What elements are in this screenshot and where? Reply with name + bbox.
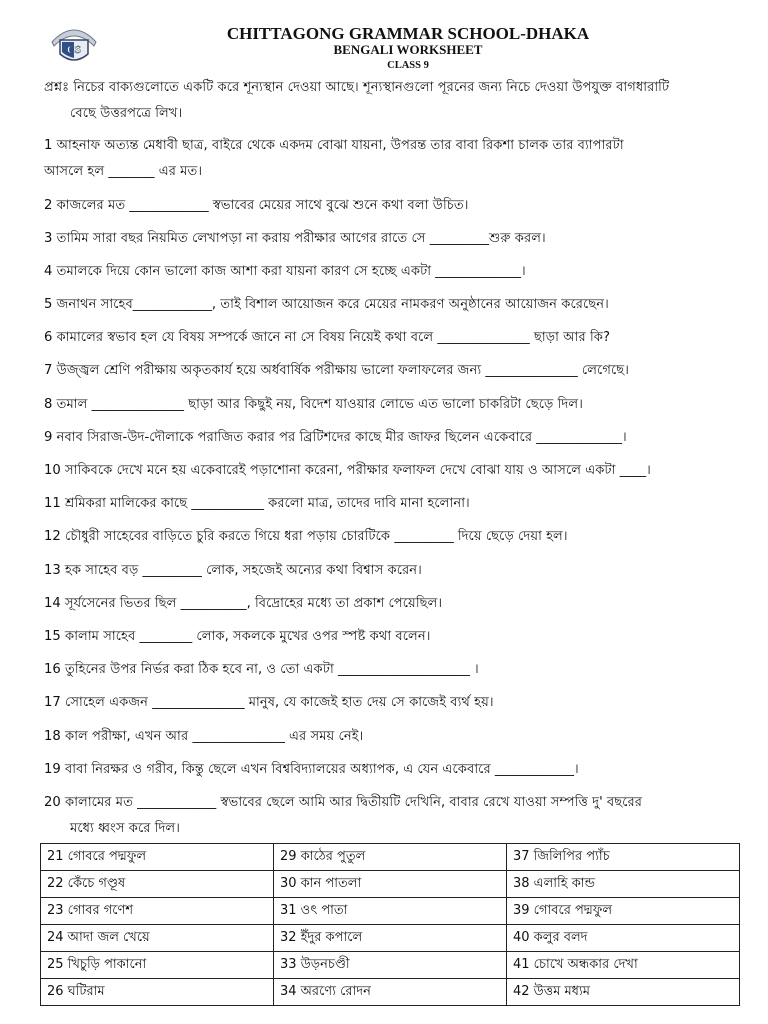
table-row bbox=[41, 952, 740, 979]
question-2: 2 কাজলের মত ____________ স্বভাবের মেয়ের সাথে বুঝে শুনে কথা বলা উচিত। bbox=[44, 198, 469, 213]
question-16: 16 তুহিনের উপর নির্ভর করা ঠিক হবে না, ও তো একটা ____________________ । bbox=[44, 662, 479, 677]
table-row bbox=[41, 898, 740, 925]
word-bank-cell: 32 ইঁদুর কপালে bbox=[274, 925, 507, 952]
table-row bbox=[41, 925, 740, 952]
question-10: 10 সাকিবকে দেখে মনে হয় একেবারেই পড়াশোনা করেনা, পরীক্ষার ফলাফল দেখে বোঝা যায় ও আসলে একটা ____। bbox=[44, 463, 651, 478]
question-1: 1 আহনাফ অত্যন্ত মেধাবী ছাত্র, বাইরে থেকে একদম বোঝা যায়না, উপরন্ত তার বাবা রিকশা চালক তার ব্যাপারটা bbox=[44, 138, 624, 153]
word-bank-cell: 40 কলুর বলদ bbox=[507, 925, 740, 952]
word-bank-cell: 21 গোবরে পদ্মফুল bbox=[41, 844, 274, 871]
table-row bbox=[41, 979, 740, 1006]
table-row bbox=[41, 871, 740, 898]
question-13: 13 হক সাহেব বড় _________ লোক, সহজেই অন্যের কথা বিশ্বাস করেন। bbox=[44, 563, 422, 578]
word-bank-cell: 37 জিলিপির প্যাঁচ bbox=[507, 844, 740, 871]
question-7: 7 উজ্জ্বল শ্রেণি পরীক্ষায় অকৃতকার্য হয়ে অর্ধবার্ষিক পরীক্ষায় ভালো ফলাফলের জন্য ______________ লেগেছে। bbox=[44, 363, 629, 378]
question-4: 4 তমালকে দিয়ে কোন ভালো কাজ আশা করা যায়না কারণ সে হচ্ছে একটা _____________। bbox=[44, 264, 526, 279]
question-9: 9 নবাব সিরাজ-উদ-দৌলাকে পরাজিত করার পর ব্রিটিশদের কাছে মীর জাফর ছিলেন একেবারে _____________। bbox=[44, 430, 627, 445]
idiom-word-bank-table bbox=[40, 843, 740, 1006]
word-bank-cell: 42 উত্তম মধ্যম bbox=[507, 979, 740, 1006]
worksheet-title: BENGALI WORKSHEET bbox=[333, 42, 483, 57]
word-bank-cell: 23 গোবর গণেশ bbox=[41, 898, 274, 925]
word-bank-cell: 39 গোবরে পদ্মফুল bbox=[507, 898, 740, 925]
logo-text: CS bbox=[66, 44, 82, 56]
word-bank-cell: 26 ঘটিরাম bbox=[41, 979, 274, 1006]
question-17: 17 সোহেল একজন ______________ মানুষ, যে কাজেই হাত দেয় সে কাজেই ব্যর্থ হয়। bbox=[44, 695, 494, 710]
question-1-continued: আসলে হল _______ এর মত। bbox=[44, 164, 203, 179]
question-20-continued: মধ্যে ধ্বংস করে দিল। bbox=[70, 821, 180, 836]
table-row bbox=[41, 844, 740, 871]
question-6: 6 কামালের স্বভাব হল যে বিষয় সম্পর্কে জানে না সে বিষয় নিয়েই কথা বলে ______________ ছাড়া আর কি? bbox=[44, 330, 610, 345]
question-20: 20 কালামের মত ____________ স্বভাবের ছেলে আমি আর দ্বিতীয়টি দেখিনি, বাবার রেখে যাওয়া সম্পত্তি দু' বছরের bbox=[44, 795, 643, 810]
word-bank-cell: 25 খিচুড়ি পাকানো bbox=[41, 952, 274, 979]
question-14: 14 সূর্যসেনের ভিতর ছিল __________, বিদ্রোহের মধ্যে তা প্রকাশ পেয়েছিল। bbox=[44, 596, 443, 611]
question-12: 12 চৌধুরী সাহেবের বাড়িতে চুরি করতে গিয়ে ধরা পড়ায় চোরটিকে _________ দিয়ে ছেড়ে দেয়া হল। bbox=[44, 529, 568, 544]
question-18: 18 কাল পরীক্ষা, এখন আর ______________ এর সময় নেই। bbox=[44, 729, 364, 744]
question-19: 19 বাবা নিরক্ষর ও গরীব, কিন্তু ছেলে এখন বিশ্ববিদ্যালয়ের অধ্যাপক, এ যেন একেবারে ____________। bbox=[44, 762, 579, 777]
word-bank-cell: 22 কেঁচে গণ্ডূষ bbox=[41, 871, 274, 898]
word-bank-cell: 38 এলাহি কান্ড bbox=[507, 871, 740, 898]
instruction-line-2: বেছে উত্তরপত্রে লিখ। bbox=[70, 106, 183, 121]
word-bank-cell: 24 আদা জল খেয়ে bbox=[41, 925, 274, 952]
question-11: 11 শ্রমিকরা মালিকের কাছে ___________ করলো মাত্র, তাদের দাবি মানা হলোনা। bbox=[44, 496, 470, 511]
word-bank-cell: 31 ওৎ পাতা bbox=[274, 898, 507, 925]
word-bank-cell: 33 উড়নচণ্ডী bbox=[274, 952, 507, 979]
word-bank-cell: 29 কাঠের পুতুল bbox=[274, 844, 507, 871]
question-8: 8 তমাল ______________ ছাড়া আর কিছুই নয়, বিদেশ যাওয়ার লোভে এত ভালো চাকরিটা ছেড়ে দিল। bbox=[44, 397, 583, 412]
word-bank-cell: 30 কান পাতলা bbox=[274, 871, 507, 898]
question-3: 3 তামিম সারা বছর নিয়মিত লেখাপড়া না করায় পরীক্ষার আগের রাতে সে _________শুরু করল। bbox=[44, 231, 546, 246]
question-5: 5 জনাথন সাহেব____________, তাই বিশাল আয়োজন করে মেয়ের নামকরণ অনুষ্ঠানের আয়োজন করেছেন। bbox=[44, 297, 609, 312]
instruction-line-1: প্রশ্নঃ নিচের বাক্যগুলোতে একটি করে শূন্যস্থান দেওয়া আছে। শূন্যস্থানগুলো পূরনের জন্য নিচে দেওয়া উপযুক্ত বাগধারাটি bbox=[44, 80, 670, 95]
class-label: CLASS 9 bbox=[387, 60, 429, 71]
school-name: CHITTAGONG GRAMMAR SCHOOL-DHAKA bbox=[226, 24, 590, 43]
word-bank-cell: 34 অরণ্যে রোদন bbox=[274, 979, 507, 1006]
question-15: 15 কালাম সাহেব ________ লোক, সকলকে মুখের ওপর স্পষ্ট কথা বলেন। bbox=[44, 629, 431, 644]
word-bank-cell: 41 চোখে অন্ধকার দেখা bbox=[507, 952, 740, 979]
